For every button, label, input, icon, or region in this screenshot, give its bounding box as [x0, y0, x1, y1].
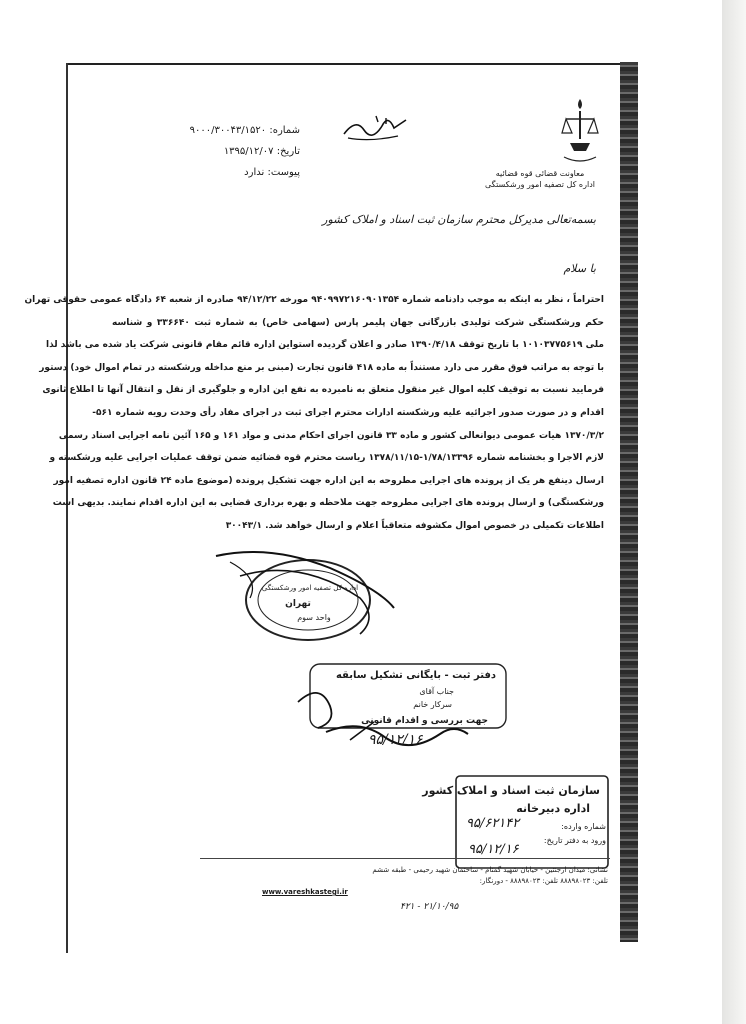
secretariat-stamp-title-2: اداره دبیرخانه — [516, 802, 590, 815]
registry-stamp-line-1: جناب آقای — [419, 687, 454, 696]
registry-stamp-line-3: جهت بررسی و اقدام قانونی — [361, 716, 488, 726]
organization-name — [470, 168, 610, 190]
organization-line-1: معاونت قضائی قوه قضائیه — [495, 169, 585, 178]
footer-phone: تلفن: ۸۸۸۹۸۰۲۳ تلفن: ۸۸۸۹۸۰۲۳ - دورنگار: — [479, 877, 608, 885]
letter-number-label: شماره: — [269, 125, 300, 136]
organization-line-2: اداره کل تصفیه امور ورشکستگی — [484, 180, 595, 189]
secretariat-stamp-title-1: سازمان ثبت اسناد و املاک کشور — [422, 784, 600, 797]
seal-line-1: اداره کل تصفیه امور ورشکستگی — [261, 584, 359, 592]
emblem-icon — [560, 95, 600, 165]
salutation: با سلام — [563, 262, 596, 275]
secretariat-stamp-field-2: ورود به دفتر تاریخ: — [543, 836, 606, 845]
seal-line-3: واحد سوم — [297, 613, 331, 622]
registry-stamp-handwritten-date: ۹۵/۱۲/۱۶ — [368, 732, 423, 748]
letter-date-value: ۱۳۹۵/۱۲/۰۷ — [223, 146, 274, 157]
footer-divider — [200, 858, 610, 859]
official-seal — [210, 538, 400, 658]
addressee: بسمه‌تعالی مدیرکل محترم سازمان ثبت اسناد و املاک کشور — [322, 213, 596, 226]
body-line: لازم الاجرا و بخشنامه شماره ۱/۷۸/۱۳۳۹۶-۱۳۷۸/۱۱/۱۵ ریاست محترم قوه قضائیه ضمن توقف عملیات اجرایی علیه ورشکسته و — [49, 453, 604, 464]
letter-attachment-label: پیوست: — [267, 167, 300, 178]
letter-date-row — [150, 141, 300, 162]
registry-stamp-title: دفتر ثبت - بایگانی تشکیل سابقه — [335, 670, 496, 681]
footer-handwritten-note: ۴۲۱ - ۲۱/۱۰/۹۵ — [400, 902, 459, 912]
secretariat-stamp-field-1: شماره وارده: — [561, 822, 606, 831]
footer-address: نشانی: میدان ارجنتین - خیابان شهید گمنام - ساختمان شهید رحیمی - طبقه ششم — [372, 866, 608, 874]
letter-reference-block — [150, 120, 300, 183]
letter-date-label: تاریخ: — [276, 146, 300, 157]
bismillah-calligraphy — [336, 108, 416, 148]
secretariat-stamp-number: ۹۵/۶۲۱۴۲ — [466, 816, 520, 831]
body-line: اقدام و در صورت صدور اجرائیه علیه ورشکسته ادارات محترم اجرای ثبت در اجرای مفاد رأی وحدت رویه شماره ۵۶۱- — [92, 407, 604, 418]
letter-attachment-value: ندارد — [244, 167, 265, 178]
letter-body — [24, 289, 604, 538]
frame-top-border — [66, 63, 636, 65]
registry-stamp-line-2: سرکار خانم — [413, 700, 452, 709]
registry-stamp — [290, 662, 510, 758]
body-line: ارسال دینفع هر یک از پرونده های اجرایی مطروحه به این اداره جهت تشکیل پرونده (موضوع ماده ۲۴ قانون اداره تصفیه امور — [53, 475, 604, 486]
body-line: ملی ۱۰۱۰۳۷۷۵۶۱۹ با تاریخ توقف ۱۳۹۰/۴/۱۸ صادر و اعلان گردیده استواین اداره قائم مقام قانونی شرکت یاد شده می باشد لذا — [46, 340, 604, 351]
body-line: فرمایید نسبت به توقیف کلیه اموال غیر منقول متعلق به نامبرده به نفع این اداره و جلوگیری از نقل و انتقال آنها تا اطلاع ثانوی — [42, 385, 604, 396]
body-line: ۱۳۷۰/۳/۲ هیات عمومی دیوانعالی کشور و ماده ۳۳ قانون اجرای احکام مدنی و مواد ۱۶۱ و ۱۶۵ آئین نامه اجرایی اسناد رسمی — [58, 430, 604, 441]
letter-footer — [222, 865, 608, 898]
frame-right-border — [620, 62, 638, 942]
body-line: اطلاعات تکمیلی در خصوص اموال مکشوفه متعاقباً اعلام و ارسال خواهد شد. ۳۰۰۴۳/۱ — [225, 520, 604, 531]
letter-number-row — [150, 120, 300, 141]
letter-number-value: ۹۰۰۰/۳۰۰۴۳/۱۵۲۰ — [189, 125, 267, 136]
body-line: با توجه به مراتب فوق مقرر می دارد مستنداً به ماده ۴۱۸ قانون تجارت (مبنی بر منع مداخله ورشکسته در تمام اموال خود) دستور — [39, 362, 604, 373]
scan-edge — [722, 0, 746, 1024]
body-line: احتراماً ، نظر به اینکه به موجب دادنامه شماره ۹۴۰۹۹۷۲۱۶۰۹۰۱۳۵۴ مورخه ۹۴/۱۲/۲۲ صادره از شعبه ۶۴ دادگاه عمومی حقوقی تهران — [24, 295, 604, 305]
body-line: ورشکستگی) و ارسال پرونده های اجرایی مطروحه جهت ملاحظه و بهره برداری قضایی به این اداره اقدام نمایند. بدیهی است — [52, 498, 604, 509]
body-line: حکم ورشکستگی شرکت تولیدی بازرگانی جهان پلیمر پارس (سهامی خاص) به شماره ثبت ۳۳۶۶۴۰ و شناسه — [112, 317, 604, 328]
footer-website[interactable]: www.vareshkastegi.ir — [262, 888, 348, 896]
secretariat-stamp-date: ۹۵/۱۲/۱۶ — [468, 842, 519, 857]
letter-attachment-row — [150, 162, 300, 183]
seal-line-2: تهران — [285, 599, 311, 609]
